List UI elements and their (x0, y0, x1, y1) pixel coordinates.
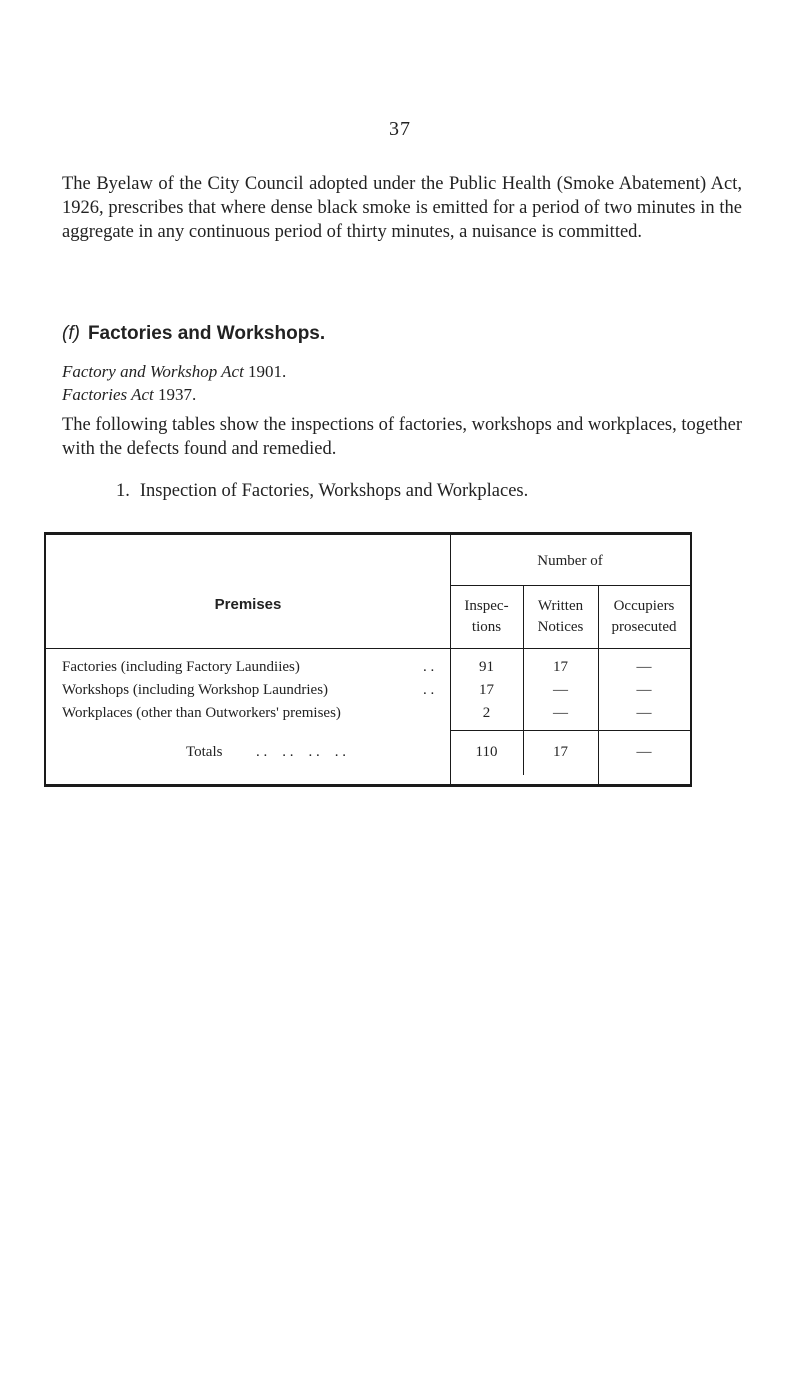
column-header-line: tions (471, 619, 502, 635)
section-title: Factories and Workshops. (87, 323, 326, 344)
leader-dots: . . (423, 682, 435, 698)
act-year: 1937. (158, 385, 197, 404)
column-header-line: Inspec- (464, 598, 509, 614)
column-header-line: Notices (537, 619, 584, 635)
table-row-label: Factories (including Factory Laundiies) (62, 659, 300, 675)
header-bottom-rule (44, 648, 692, 649)
total-occupiers-prosecuted: — (636, 744, 652, 760)
table-title: Inspection of Factories, Workshops and Workplaces. (139, 481, 529, 501)
table-top-rule (44, 532, 692, 535)
column-header-line: Occupiers (613, 598, 675, 614)
written-notices-value: — (553, 705, 568, 721)
leader-dots: . . (423, 659, 435, 675)
total-inspections: 110 (475, 744, 498, 760)
act-year: 1901. (248, 362, 287, 381)
tables-intro-paragraph: The following tables show the inspections of factories, workshops and workplaces, together with the defects found and remedied. (62, 415, 742, 459)
premises-header: Premises (214, 596, 282, 613)
occupiers-prosecuted-value: — (636, 659, 652, 675)
inspections-value: 91 (479, 659, 494, 675)
column-header-occupiers-prosecuted (598, 596, 690, 638)
written-notices-value: 17 (553, 659, 568, 675)
totals-top-rule (450, 730, 690, 731)
section-letter: (f) (62, 323, 80, 344)
total-written-notices: 17 (553, 744, 568, 760)
table-row-label: Workshops (including Workshop Laundries) (62, 682, 329, 698)
table-row-label: Workplaces (other than Outworkers' premises) (62, 705, 341, 721)
totals-label: Totals (186, 744, 223, 760)
number-of-underline (450, 585, 690, 586)
table-number: 1. (116, 481, 130, 501)
occupiers-prosecuted-value: — (636, 705, 652, 721)
column-header-line: Written (537, 598, 584, 614)
act-name: Factories Act (62, 385, 154, 404)
leader-dots: . . . . . . . . (256, 744, 346, 760)
act-name: Factory and Workshop Act (62, 362, 244, 381)
inspections-value: 17 (479, 682, 494, 698)
table-left-rule (44, 532, 46, 787)
table-right-rule (690, 532, 692, 787)
written-notices-value: — (553, 682, 568, 698)
column-header-line: prosecuted (611, 619, 677, 635)
number-of-header: Number of (537, 553, 603, 569)
column-header-written-notices (523, 596, 598, 638)
intro-paragraph: The Byelaw of the City Council adopted under the Public Health (Smoke Abatement) Act, 1926, prescribes that where dense black smoke is emitted for a period of two minutes in the aggregate in any continuous period of thirty minutes, a nuisance is committed. (62, 174, 742, 242)
column-header-inspections (450, 596, 523, 638)
page-number: 37 (389, 118, 411, 140)
occupiers-prosecuted-value: — (636, 682, 652, 698)
table-bottom-rule (44, 784, 692, 787)
inspections-value: 2 (482, 705, 491, 721)
